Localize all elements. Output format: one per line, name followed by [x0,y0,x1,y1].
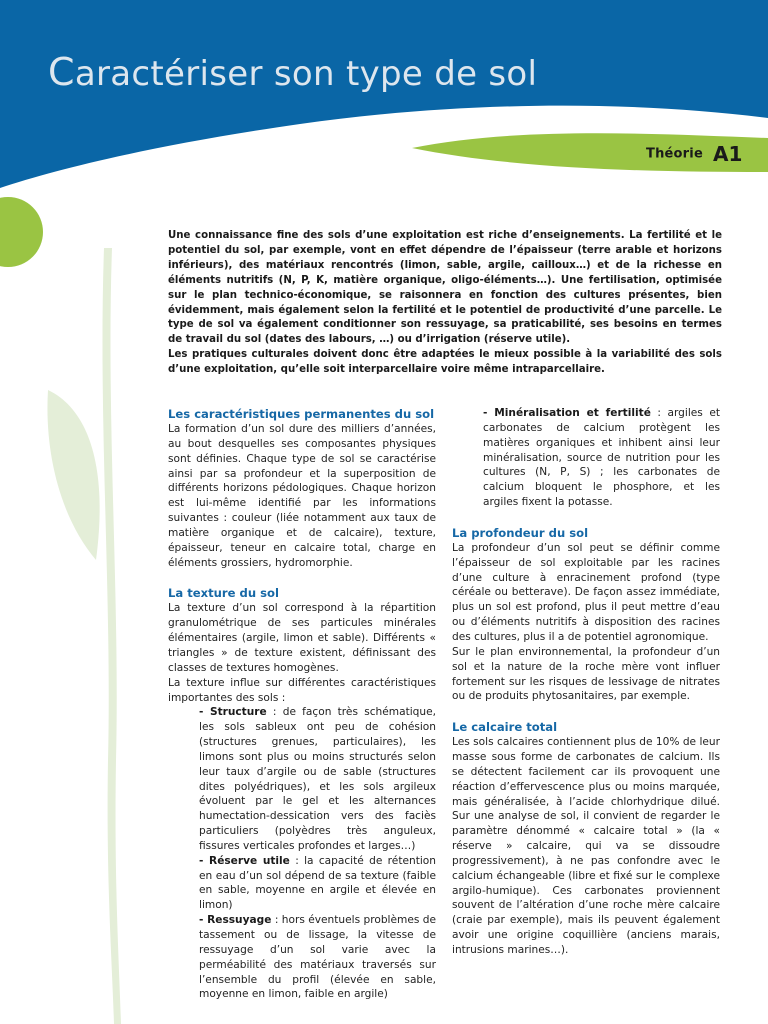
intro-block [168,229,722,378]
plant-stem [102,248,121,1024]
title-initial: C [48,50,75,94]
bullet-label: - Minéralisation et fertilité [483,407,651,419]
section-label: Théorie [646,146,703,162]
bullet-text: : de façon très schématique, les sols sableux ont peu de cohésion (structures grenues, particulaires), les limons sont plus ou moins structurés selon leur taux d’argile ou de sable (structures dites polyédriques), et les sols argileux évoluent par le gel et les alternances humectation-dessication vers des faciès particuliers (polyèdres très anguleux, fissures verticales profondes et larges…) [199,706,436,852]
bullet-label: - Réserve utile [199,854,290,867]
heading-permanent: Les caractéristiques permanentes du sol [168,407,435,421]
bullet-text: : hors éventuels problèmes de tassement ou de lissage, la vitesse de ressuyage d’un sol varie avec la perméabilité des matériaux traversés sur l’ensemble du profil (élevée en sable, moyenne en limon, faible en argile) [199,914,436,1001]
intro-paragraph: Les pratiques culturales doivent donc être adaptées le mieux possible à la variabilité des sols d’une exploitation, qu’elle soit interparcellaire voire même intraparcellaire. [168,349,722,376]
intro-paragraph: Une connaissance fine des sols d’une exploitation est riche d’enseignements. La fertilité et le potentiel du sol, par exemple, vont en effet dépendre de l’épaisseur (terre arable et horizons inférieurs), des matériaux rencontrés (limon, sable, argile, cailloux…) et de la richesse en éléments nutritifs (N, P, K, matière organique, oligo-éléments…). Une fertilisation, optimisée sur le plan technico-économique, se raisonnera en fonction des cultures présentes, bien évidemment, mais également selon la fertilité et le potentiel de productivité d’une parcelle. Le type de sol va également conditionner son ressuyage, sa praticabilité, ses besoins en termes de travail du sol (dates des labours, …) ou d’irrigation (réserve utile). [168,230,722,346]
paragraph-texture-1: La texture d’un sol correspond à la répartition granulométrique de ses particules minérales élémentaires (argile, limon et sable). Différents « triangles » de texture existent, définissant des classes de textures homogènes. [168,602,436,674]
right-column [452,406,720,958]
section-code: A1 [712,142,743,166]
bullet-mineralisation [483,406,720,510]
heading-texture: La texture du sol [168,586,279,601]
heading-depth: La profondeur du sol [452,525,589,540]
page-title [48,50,537,94]
left-column [168,406,436,1002]
bullet-reserve [199,854,436,913]
plant-leaf [47,390,99,560]
heading-limestone: Le calcaire total [452,720,558,735]
paragraph-limestone: Les sols calcaires contiennent plus de 10% de leur masse sous forme de carbonates de calcium. Ils se détectent facilement car ils provoquent une réaction d’effervescence plus ou moins marquée, mais généralisée, à l’acide chlorhydrique dilué. Sur une analyse de sol, il convient de regarder le paramètre dénommé « calcaire total » (la « réserve » calcaire, qui va se dissoudre progressivement), à ne pas confondre avec le calcium échangeable (libre et fixé sur le complexe argilo-humique). Ces carbonates proviennent souvent de l’altération d’une roche mère calcaire (craie par exemple), mais ils peuvent également avoir une origine coquillière (anciens marais, intrusions marines…). [452,736,720,956]
texture-bullets-continued [452,406,720,510]
texture-bullets [168,705,436,1002]
paragraph-depth-1: La profondeur d’un sol peut se définir comme l’épaisseur de sol exploitable par les racines d’une culture à enracinement profond (type céréale ou betterave). De façon assez immédiate, plus un sol est profond, plus il peut mettre d’eau ou d’éléments nutritifs à disposition des racines des cultures, plus il a de potentiel agronomique. [452,541,720,643]
paragraph-depth-2: Sur le plan environnemental, la profondeur d’un sol et la nature de la roche mère vont influer fortement sur les risques de lessivage de nitrates ou de produits phytosanitaires, par exemple. [452,645,720,703]
paragraph-texture-2: La texture influe sur différentes caractéristiques importantes des sols : [168,676,436,704]
bullet-structure [199,705,436,853]
green-circle [0,197,43,267]
bullet-text: : la capacité de rétention en eau d’un sol dépend de sa texture (faible en sable, moyenne en argile et élevée en limon) [199,854,436,912]
bullet-label: - Structure [199,706,267,719]
bullet-text: : argiles et carbonates de calcium protègent les matières organiques et inhibent ainsi leur minéralisation, source de nutrition pour les cultures (N, P, S) ; les carbonates de calcium bloquent le phosphore, et les argiles fixent la potasse. [483,407,720,509]
title-rest: aractériser son type de sol [74,54,538,94]
paragraph-permanent: La formation d’un sol dure des milliers d’années, au bout desquelles ses composantes physiques sont définies. Chaque type de sol se caractérise ainsi par sa profondeur et la superposition de différents horizons pédologiques. Chaque horizon est lui-même identifié par les informations suivantes : couleur (liée notamment aux taux de matière organique et de calcaire), texture, épaisseur, teneur en calcaire total, charge en éléments grossiers, hydromorphie. [168,423,436,569]
bullet-label: - Ressuyage [199,914,272,927]
section-tag [646,142,742,166]
bullet-ressuyage [199,913,436,1002]
